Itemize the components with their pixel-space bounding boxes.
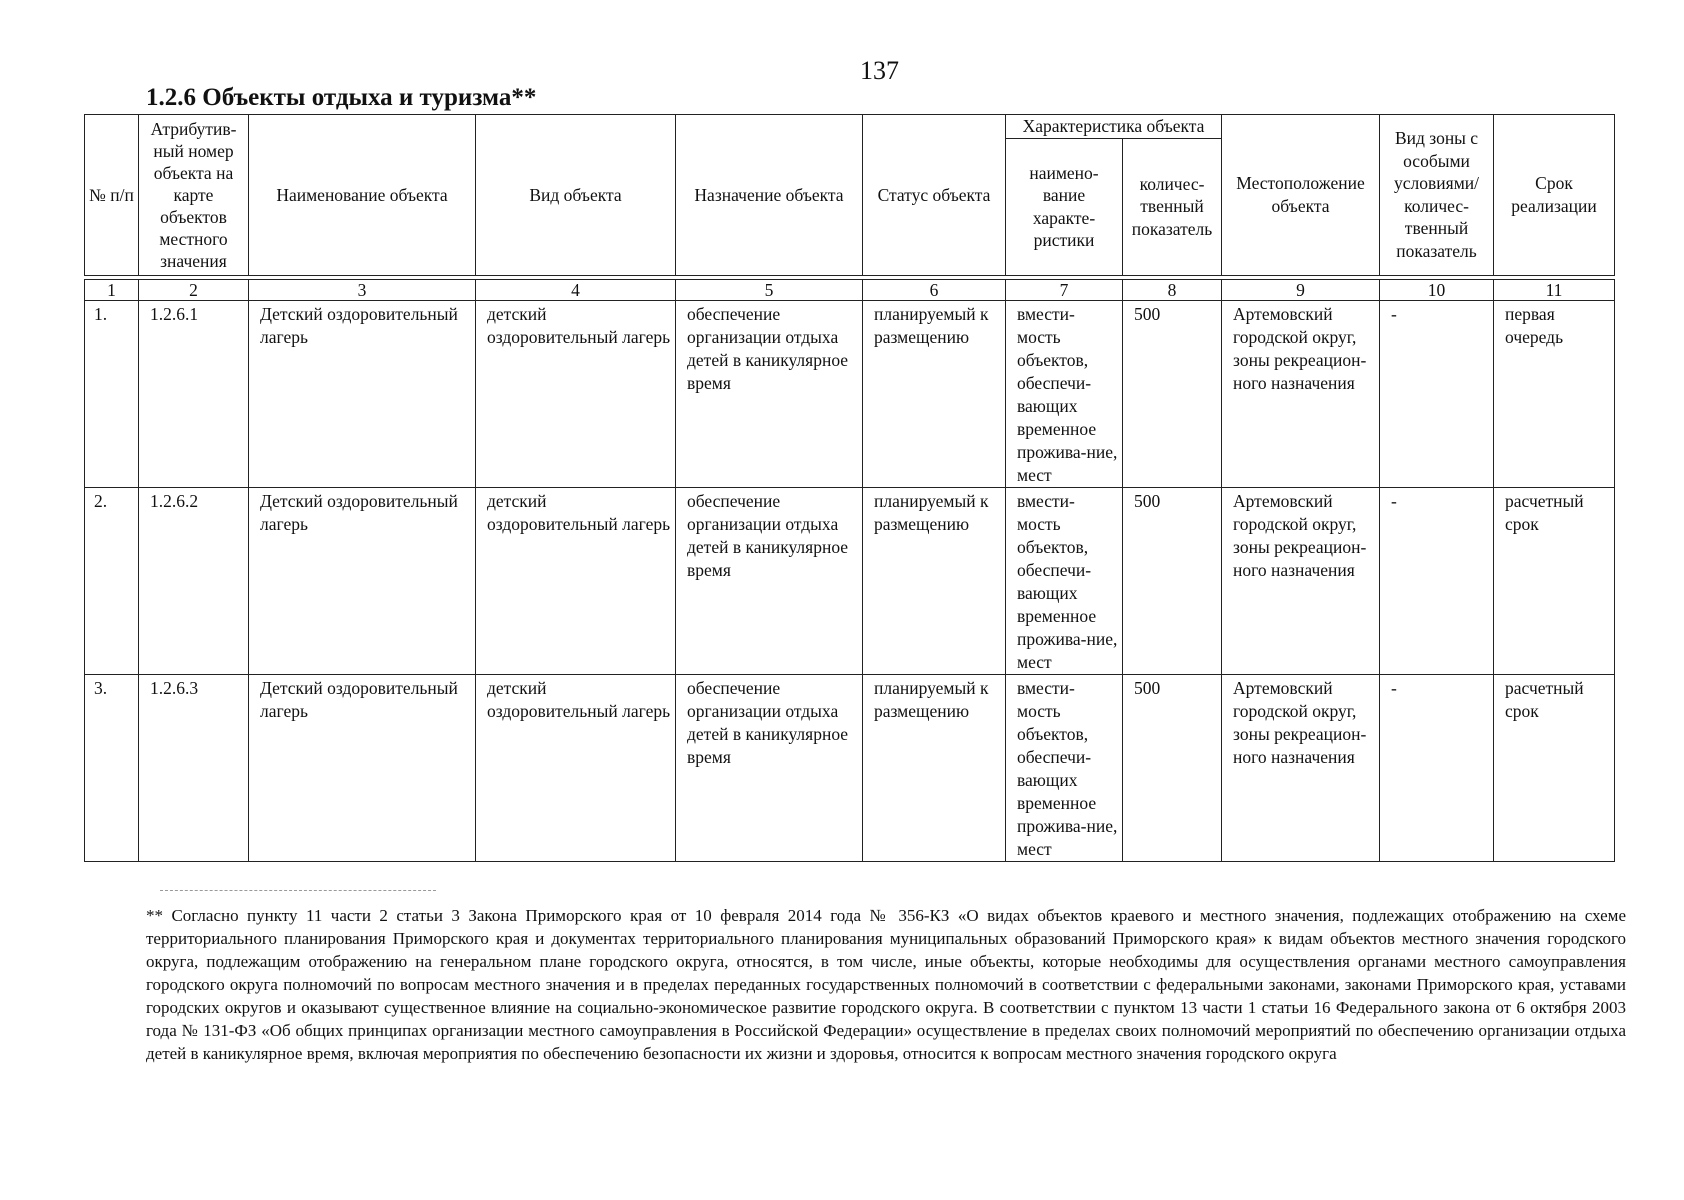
cell-char-name: вмести-мость объектов, обеспечи-вающих временное прожива-ние, мест — [1006, 487, 1123, 674]
cell-term: первая очередь — [1494, 300, 1615, 487]
cell-zone: - — [1380, 300, 1494, 487]
cell-num: 3. — [85, 674, 139, 861]
cell-location: Артемовский городской округ, зоны рекреацион-ного назначения — [1222, 487, 1380, 674]
objects-table — [84, 114, 1615, 862]
header-attr-num: Атрибутив-ный номер объекта на карте объектов местного значения — [139, 115, 249, 276]
cell-char-value: 500 — [1123, 487, 1222, 674]
cell-zone: - — [1380, 674, 1494, 861]
cell-status: планируемый к размещению — [863, 674, 1006, 861]
header-purpose: Назначение объекта — [676, 115, 863, 276]
column-number-row — [85, 279, 1615, 300]
cell-num: 2. — [85, 487, 139, 674]
cell-attr-num: 1.2.6.1 — [139, 300, 249, 487]
cell-purpose: обеспечение организации отдыха детей в каникулярное время — [676, 487, 863, 674]
cell-zone: - — [1380, 487, 1494, 674]
column-number: 7 — [1006, 279, 1123, 300]
column-number: 11 — [1494, 279, 1615, 300]
cell-char-name: вмести-мость объектов, обеспечи-вающих временное прожива-ние, мест — [1006, 300, 1123, 487]
cell-type: детский оздоровительный лагерь — [476, 674, 676, 861]
cell-char-name: вмести-мость объектов, обеспечи-вающих временное прожива-ние, мест — [1006, 674, 1123, 861]
cell-num: 1. — [85, 300, 139, 487]
cell-name: Детский оздоровительный лагерь — [249, 674, 476, 861]
cell-purpose: обеспечение организации отдыха детей в каникулярное время — [676, 300, 863, 487]
cell-char-value: 500 — [1123, 674, 1222, 861]
cell-attr-num: 1.2.6.3 — [139, 674, 249, 861]
header-status: Статус объекта — [863, 115, 1006, 276]
column-number: 2 — [139, 279, 249, 300]
footnote: ** Согласно пункту 11 части 2 статьи 3 Закона Приморского края от 10 февраля 2014 года № 356-КЗ «О видах объектов краевого и местного значения, подлежащих отображению на схеме территориального планирования Приморского края и документах территориального планирования муниципальных образований Приморского края» к видам объектов местного значения городского округа, подлежащим отображению на генеральном плане городского округа, относятся, в том числе, иные объекты, которые необходимы для осуществления органами местного самоуправления городского округа полномочий по вопросам местного значения и в пределах переданных государственных полномочий в соответствии с федеральными законами, законами Приморского края, уставами городских округов и оказывают существенное влияние на социально-экономическое развитие городского округа. В соответствии с пунктом 13 части 1 статьи 16 Федерального закона от 6 октября 2003 года № 131-ФЗ «Об общих принципах организации местного самоуправления в Российской Федерации» осуществление в пределах своих полномочий мероприятий по обеспечению организации отдыха детей в каникулярное время, включая мероприятия по обеспечению безопасности их жизни и здоровья, относится к вопросам местного значения городского округа — [146, 906, 1626, 1063]
cell-status: планируемый к размещению — [863, 300, 1006, 487]
column-number: 4 — [476, 279, 676, 300]
header-num: № п/п — [85, 115, 139, 276]
column-number: 8 — [1123, 279, 1222, 300]
cell-type: детский оздоровительный лагерь — [476, 487, 676, 674]
section-title: 1.2.6 Объекты отдыха и туризма** — [146, 84, 537, 111]
cell-status: планируемый к размещению — [863, 487, 1006, 674]
cell-term: расчетный срок — [1494, 487, 1615, 674]
footnote-separator — [160, 890, 436, 891]
page-number: 137 — [860, 56, 899, 85]
cell-term: расчетный срок — [1494, 674, 1615, 861]
column-number: 5 — [676, 279, 863, 300]
cell-location: Артемовский городской округ, зоны рекреацион-ного назначения — [1222, 300, 1380, 487]
header-term: Срок реализации — [1494, 115, 1615, 276]
header-characteristic: Характеристика объекта — [1006, 115, 1222, 139]
column-number: 10 — [1380, 279, 1494, 300]
cell-purpose: обеспечение организации отдыха детей в каникулярное время — [676, 674, 863, 861]
table-row — [85, 487, 1615, 674]
column-number: 6 — [863, 279, 1006, 300]
column-number: 9 — [1222, 279, 1380, 300]
column-number: 1 — [85, 279, 139, 300]
cell-name: Детский оздоровительный лагерь — [249, 487, 476, 674]
cell-char-value: 500 — [1123, 300, 1222, 487]
header-type: Вид объекта — [476, 115, 676, 276]
header-char-name: наимено-вание характе-ристики — [1006, 138, 1123, 275]
header-name: Наименование объекта — [249, 115, 476, 276]
cell-name: Детский оздоровительный лагерь — [249, 300, 476, 487]
table-row — [85, 674, 1615, 861]
cell-type: детский оздоровительный лагерь — [476, 300, 676, 487]
header-location: Местоположение объекта — [1222, 115, 1380, 276]
column-number: 3 — [249, 279, 476, 300]
table-row — [85, 300, 1615, 487]
header-char-value: количес-твенный показатель — [1123, 138, 1222, 275]
cell-attr-num: 1.2.6.2 — [139, 487, 249, 674]
header-zone: Вид зоны с особыми условиями/ количес-твенный показатель — [1380, 115, 1494, 276]
cell-location: Артемовский городской округ, зоны рекреацион-ного назначения — [1222, 674, 1380, 861]
objects-table-container — [84, 114, 1614, 862]
